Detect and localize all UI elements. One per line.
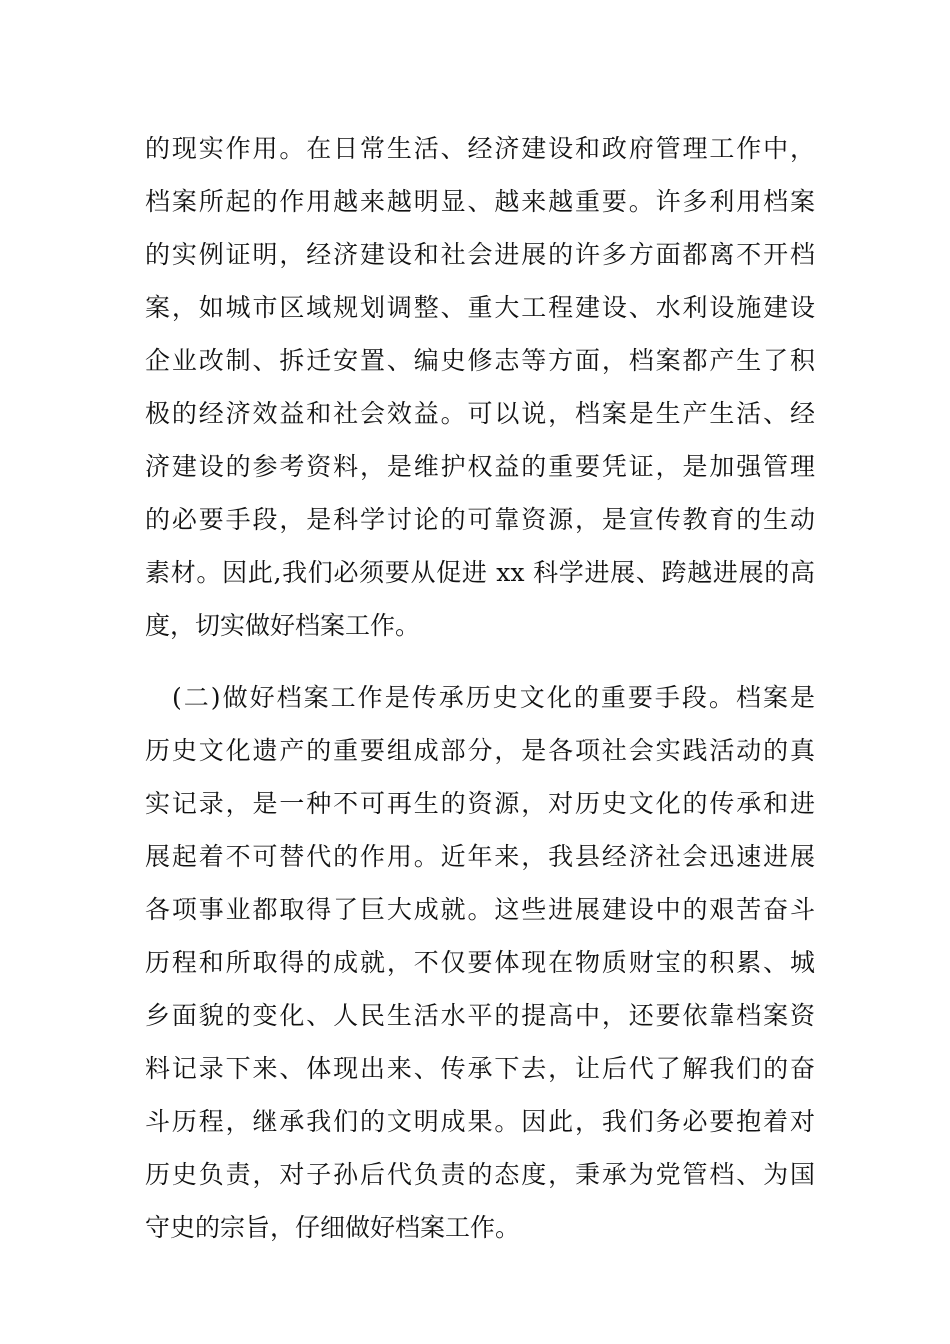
text-line: 素材。因此,我们必须要从促进 xx 科学进展、跨越进展的高 [145, 558, 815, 587]
text-line: 展起着不可替代的作用。近年来，我县经济社会迅速进展 [145, 842, 815, 871]
text-line: 企业改制、拆迁安置、编史修志等方面，档案都产生了积 [145, 346, 815, 375]
text-line: 守史的宗旨，仔细做好档案工作。 [145, 1213, 521, 1242]
text-line: 料记录下来、体现出来、传承下去，让后代了解我们的奋 [145, 1054, 815, 1083]
paragraph-archives-practical-role [145, 122, 815, 652]
text-line: 历史文化遗产的重要组成部分，是各项社会实践活动的真 [145, 736, 815, 765]
text-line: 案，如城市区域规划调整、重大工程建设、水利设施建设 [145, 293, 815, 322]
text-line: 济建设的参考资料，是维护权益的重要凭证，是加强管理 [145, 452, 815, 481]
text-line: 的现实作用。在日常生活、经济建设和政府管理工作中， [145, 134, 815, 163]
text-line: 的实例证明，经济建设和社会进展的许多方面都离不开档 [145, 240, 815, 269]
text-line: 各项事业都取得了巨大成就。这些进展建设中的艰苦奋斗 [145, 895, 815, 924]
text-line: 斗历程，继承我们的文明成果。因此，我们务必要抱着对 [145, 1107, 815, 1136]
text-line: 乡面貌的变化、人民生活水平的提高中，还要依靠档案资 [145, 1001, 815, 1030]
text-line: 度，切实做好档案工作。 [145, 611, 421, 640]
text-line: 实记录，是一种不可再生的资源，对历史文化的传承和进 [145, 789, 815, 818]
text-line: 历程和所取得的成就，不仅要体现在物质财宝的积累、城 [145, 948, 815, 977]
text-line: 档案所起的作用越来越明显、越来越重要。许多利用档案 [145, 187, 815, 216]
text-line: (二)做好档案工作是传承历史文化的重要手段。档案是 [145, 683, 815, 712]
text-line: 极的经济效益和社会效益。可以说，档案是生产生活、经 [145, 399, 815, 428]
text-line: 的必要手段，是科学讨论的可靠资源，是宣传教育的生动 [145, 505, 815, 534]
text-line: 历史负责，对子孙后代负责的态度，秉承为党管档、为国 [145, 1160, 815, 1189]
paragraph-cultural-heritage [145, 671, 815, 1254]
